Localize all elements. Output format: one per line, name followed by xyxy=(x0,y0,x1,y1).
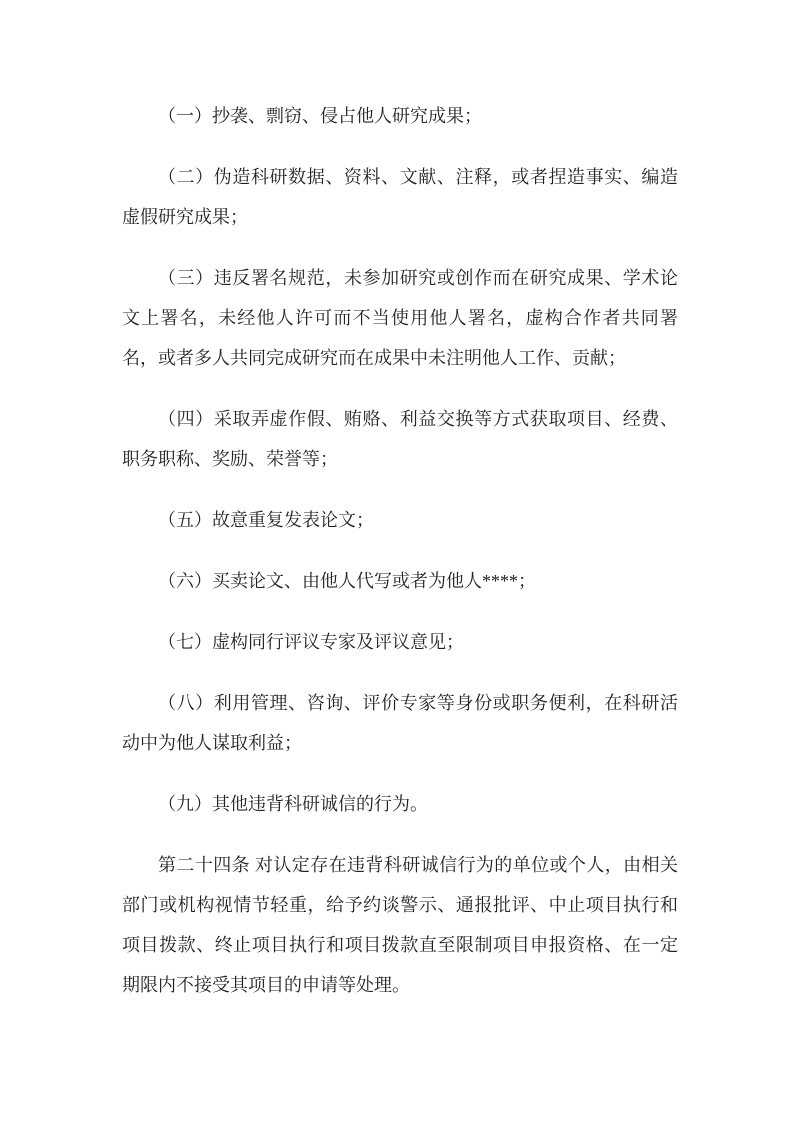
clause-item-3: （三）违反署名规范，未参加研究或创作而在研究成果、学术论文上署名，未经他人许可而不当使用他人署名，虚构合作者共同署名，或者多人共同完成研究而在成果中未注明他人工作、贡献； xyxy=(122,268,678,368)
clause-item-5: （五）故意重复发表论文； xyxy=(158,510,374,530)
clause-item-6: （六）买卖论文、由他人代写或者为他人****； xyxy=(158,571,536,591)
clause-item-9: （九）其他违背科研诚信的行为。 xyxy=(158,794,428,814)
clause-item-1: （一）抄袭、剽窃、侵占他人研究成果； xyxy=(158,106,482,126)
clause-item-4: （四）采取弄虚作假、贿赂、利益交换等方式获取项目、经费、职务职称、奖励、荣誉等； xyxy=(122,409,678,469)
clause-item-8: （八）利用管理、咨询、评价专家等身份或职务便利，在科研活动中为他人谋取利益； xyxy=(122,693,678,753)
clause-item-2: （二）伪造科研数据、资料、文献、注释，或者捏造事实、编造虚假研究成果； xyxy=(122,167,678,227)
article-24-paragraph: 第二十四条 对认定存在违背科研诚信行为的单位或个人，由相关部门或机构视情节轻重，给予约谈警示、通报批评、中止项目执行和项目拨款、终止项目执行和项目拨款直至限制项目申报资格、在一定期限内不接受其项目的申请等处理。 xyxy=(122,855,678,995)
clause-item-7: （七）虚构同行评议专家及评议意见； xyxy=(158,632,464,652)
